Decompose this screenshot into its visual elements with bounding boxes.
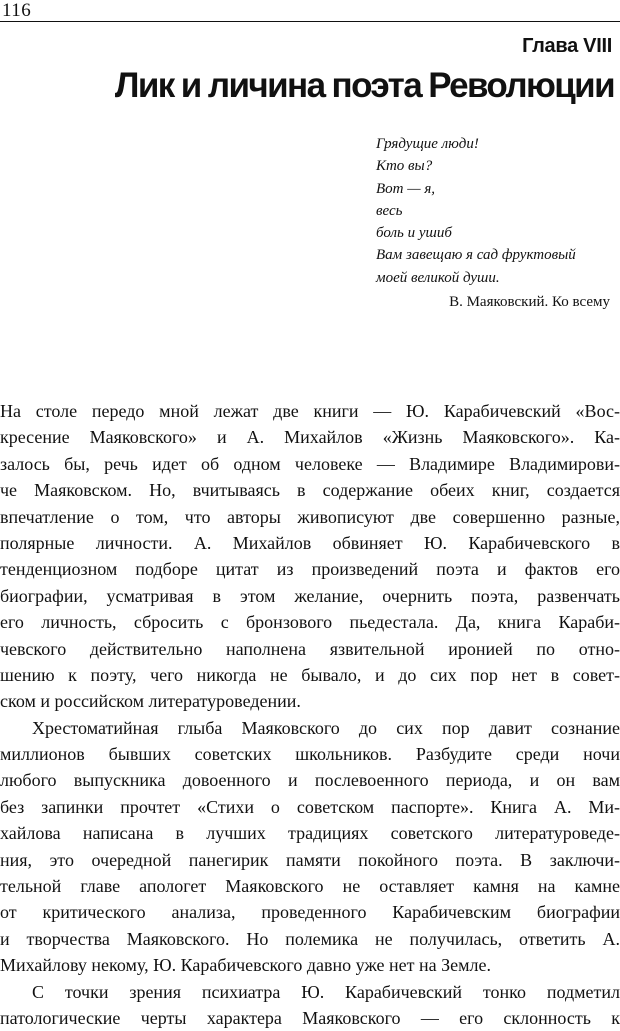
text-line: миллионов бывших советских школьников. Разбудите среди ночи xyxy=(0,744,620,765)
chapter-title: Лик и личина поэта Революции xyxy=(114,66,614,105)
epigraph-attribution: В. Маяковский. Ко всему xyxy=(449,294,610,311)
epigraph-line: Вам завещаю я сад фруктовый xyxy=(376,247,576,264)
text-line: Хрестоматийная глыба Маяковского до сих пор давит сознание xyxy=(32,717,620,738)
text-line: патологические черты характера Маяковского — его склонность к xyxy=(0,1007,620,1028)
epigraph-line: моей великой души. xyxy=(376,269,500,286)
text-line: любого выпускника довоенного и послевоенного периода, и он вам xyxy=(0,770,620,791)
text-line: кресение Маяковского» и А. Михайлов «Жизнь Маяковского». Ка- xyxy=(0,427,620,448)
text-line: его личность, сбросить с бронзового пьедестала. Да, книга Караби- xyxy=(0,612,620,633)
text-line: тенденциозном подборе цитат из произведений поэта и фактов его xyxy=(0,559,620,580)
text-line: впечатление о том, что авторы живописуют две совершенно разные, xyxy=(0,506,620,527)
paragraph-1 xyxy=(0,398,620,715)
text-line: шению к поэту, чего никогда не бывало, и до сих пор нет в совет- xyxy=(0,664,620,685)
text-line: че Маяковском. Но, вчитываясь в содержание обеих книг, создается xyxy=(0,480,620,501)
text-line: полярные личности. А. Михайлов обвиняет Ю. Карабичевского в xyxy=(0,532,620,553)
text-line: биографии, усматривая в этом желание, очернить поэта, развенчать xyxy=(0,585,620,606)
text-line: залось бы, речь идет об одном человеке — Владимире Владимирови- xyxy=(0,453,620,474)
text-line: хайлова написана в лучших традициях советского литературоведе- xyxy=(0,823,620,844)
paragraph-3 xyxy=(0,979,620,1031)
text-line: от критического анализа, проведенного Карабичевским биографии xyxy=(0,902,620,923)
text-line: тельной главе апологет Маяковского не оставляет камня на камне xyxy=(0,876,620,897)
text-line: Михайлову некому, Ю. Карабичевского давно уже нет на Земле. xyxy=(0,955,492,976)
text-line: чевского действительно наполнена язвительной иронией по отно- xyxy=(0,638,620,659)
paragraph-2 xyxy=(0,715,620,979)
page-number: 116 xyxy=(2,0,32,21)
header-rule xyxy=(0,21,620,22)
text-line: С точки зрения психиатра Ю. Карабичевский тонко подметил xyxy=(32,981,620,1002)
text-line: и творчества Маяковского. Но полемика не получилась, ответить А. xyxy=(0,928,620,949)
chapter-label: Глава VIII xyxy=(522,35,612,57)
epigraph-line: Грядущие люди! xyxy=(376,136,479,152)
epigraph-line: весь xyxy=(376,202,403,219)
text-line: ском и российском литературоведении. xyxy=(0,691,301,712)
text-line: ния, это очередной панегирик памяти покойного поэта. В заключи- xyxy=(0,849,620,870)
epigraph-line: боль и ушиб xyxy=(376,225,452,242)
epigraph-line: Кто вы? xyxy=(376,158,433,175)
text-line: На столе передо мной лежат две книги — Ю. Карабичевский «Вос- xyxy=(0,401,620,421)
epigraph xyxy=(376,133,616,313)
body-text xyxy=(0,398,620,1031)
text-line: без запинки прочтет «Стихи о советском паспорте». Книга А. Ми- xyxy=(0,796,620,817)
epigraph-line: Вот — я, xyxy=(376,180,436,197)
